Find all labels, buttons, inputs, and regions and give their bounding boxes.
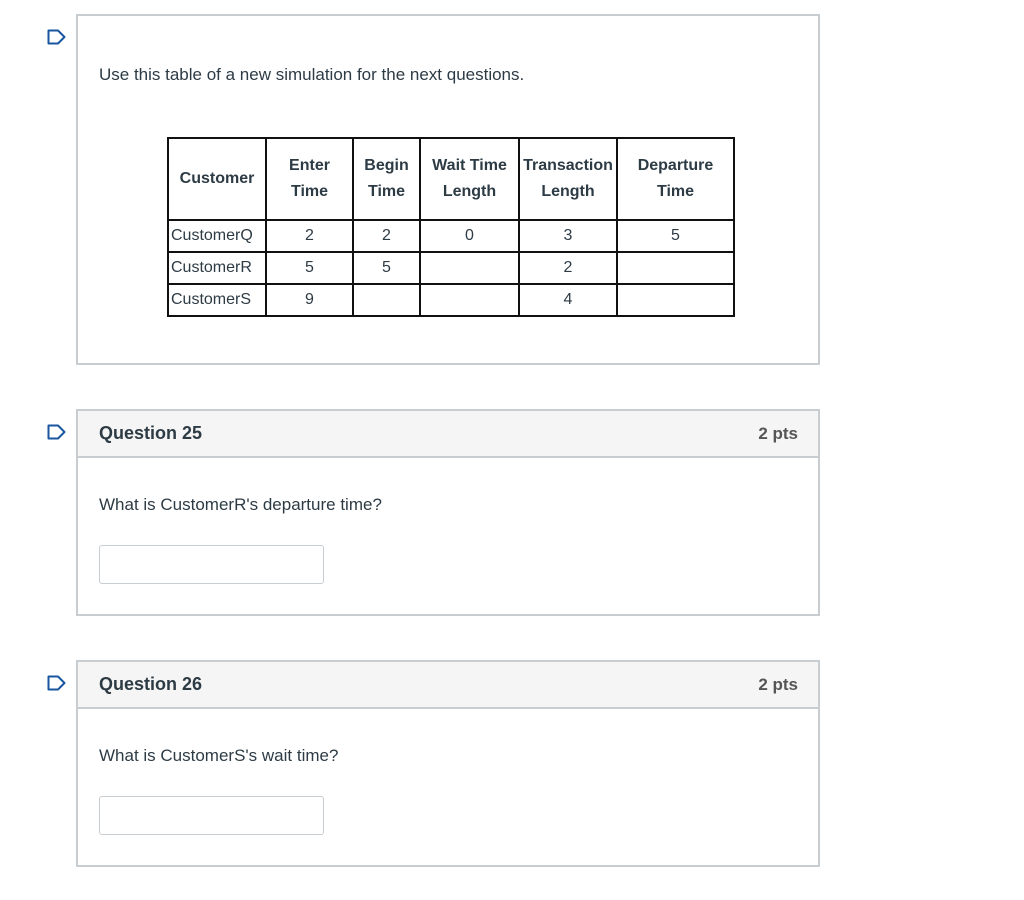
table-cell: 5 <box>353 252 420 284</box>
table-cell: 2 <box>519 252 617 284</box>
table-cell: CustomerS <box>168 284 266 316</box>
table-cell: 5 <box>617 220 734 252</box>
table-cell: 2 <box>266 220 353 252</box>
question-points: 2 pts <box>758 424 798 443</box>
intro-text: Use this table of a new simulation for the next questions. <box>99 65 525 84</box>
question-header <box>78 411 818 458</box>
table-cell: 9 <box>266 284 353 316</box>
table-cell: 0 <box>420 220 519 252</box>
column-header-wait-time: Wait Time Length <box>420 138 519 220</box>
answer-input[interactable] <box>99 796 324 835</box>
flag-question-icon[interactable] <box>47 675 67 691</box>
question-header <box>78 662 818 709</box>
flag-question-icon[interactable] <box>47 424 67 440</box>
table-row <box>168 252 734 284</box>
table-cell: 5 <box>266 252 353 284</box>
question-title: Question 26 <box>99 674 203 694</box>
question-card-26 <box>76 660 820 867</box>
column-header-departure-time: Departure Time <box>617 138 734 220</box>
table-cell: 4 <box>519 284 617 316</box>
question-points: 2 pts <box>758 675 798 694</box>
table-cell: 2 <box>353 220 420 252</box>
table-cell <box>420 252 519 284</box>
question-prompt: What is CustomerS's wait time? <box>99 746 339 765</box>
table-cell: CustomerQ <box>168 220 266 252</box>
column-header-begin-time: Begin Time <box>353 138 420 220</box>
table-row <box>168 220 734 252</box>
column-header-transaction-length: Transaction Length <box>519 138 617 220</box>
intro-card <box>76 14 820 365</box>
question-title: Question 25 <box>99 423 203 443</box>
answer-input[interactable] <box>99 545 324 584</box>
question-prompt: What is CustomerR's departure time? <box>99 495 382 514</box>
column-header-customer: Customer <box>168 138 266 220</box>
column-header-enter-time: Enter Time <box>266 138 353 220</box>
table-row <box>168 284 734 316</box>
table-cell <box>353 284 420 316</box>
table-header-row <box>168 138 734 220</box>
table-cell <box>617 252 734 284</box>
table-cell <box>617 284 734 316</box>
flag-question-icon[interactable] <box>47 29 67 45</box>
simulation-table <box>167 137 735 317</box>
table-cell <box>420 284 519 316</box>
table-cell: 3 <box>519 220 617 252</box>
question-card-25 <box>76 409 820 616</box>
table-cell: CustomerR <box>168 252 266 284</box>
